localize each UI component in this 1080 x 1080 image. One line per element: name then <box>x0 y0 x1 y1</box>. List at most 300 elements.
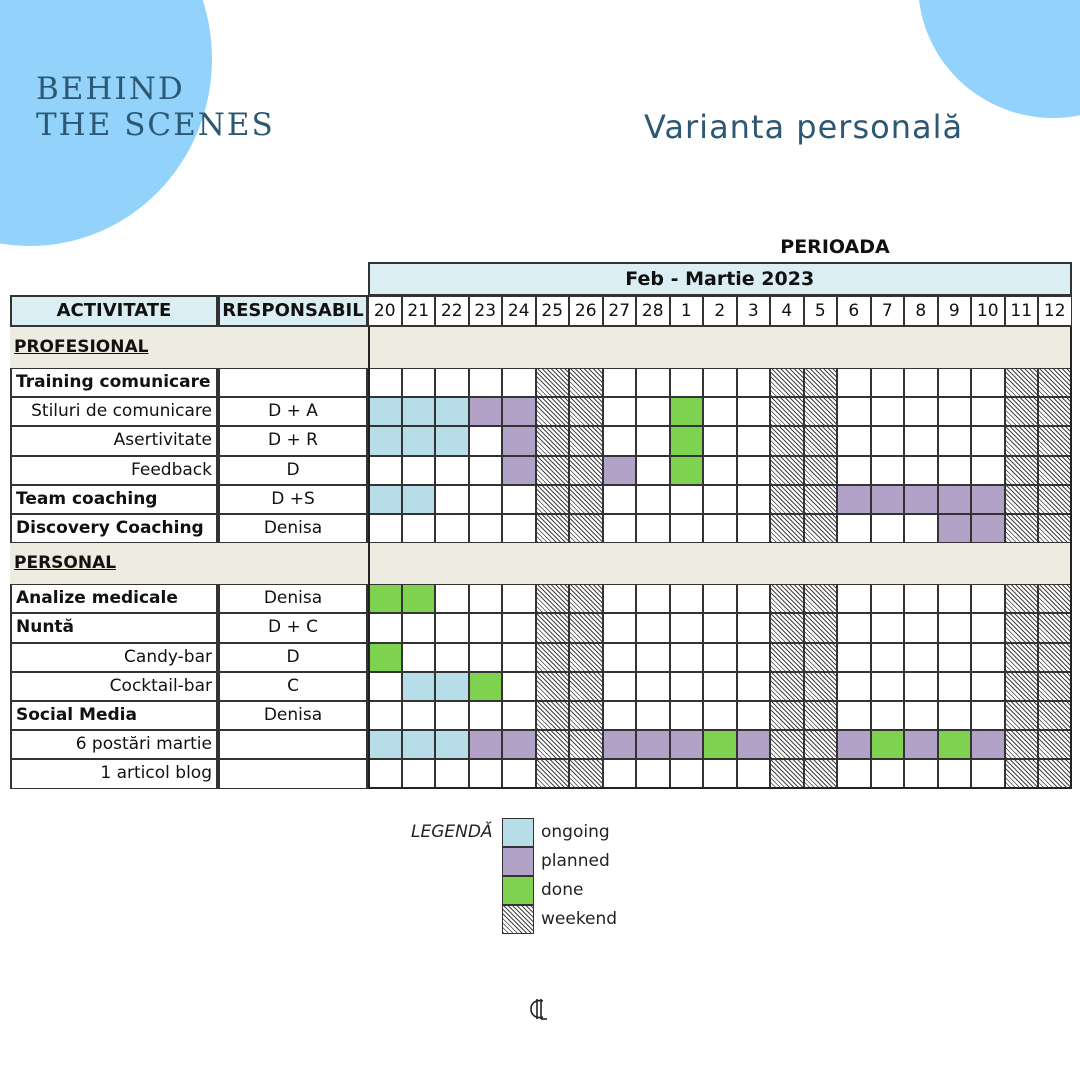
responsible-cell: D + A <box>218 397 368 426</box>
day-header: 5 <box>804 295 838 327</box>
day-cell-empty <box>871 368 905 397</box>
responsible-cell: D +S <box>218 485 368 514</box>
day-cell-planned <box>837 485 871 514</box>
legend-swatch-ongoing <box>502 818 534 847</box>
day-cell-empty <box>603 643 637 672</box>
day-cell-empty <box>971 701 1005 730</box>
activity-label: Discovery Coaching <box>10 514 218 543</box>
day-header: 28 <box>636 295 670 327</box>
day-cell-empty <box>670 613 704 642</box>
activity-label: Analize medicale <box>10 584 218 613</box>
day-cell-weekend <box>536 426 570 455</box>
day-cell-empty <box>502 514 536 543</box>
day-cell-weekend <box>569 584 603 613</box>
day-cell-empty <box>703 456 737 485</box>
day-cell-weekend <box>770 672 804 701</box>
day-cell-empty <box>469 613 503 642</box>
day-cell-empty <box>670 672 704 701</box>
day-cell-empty <box>636 759 670 788</box>
day-cell-done <box>368 584 402 613</box>
day-cell-empty <box>837 613 871 642</box>
day-cell-weekend <box>1038 397 1072 426</box>
day-cell-planned <box>603 730 637 759</box>
day-cell-empty <box>469 701 503 730</box>
day-cell-done <box>670 397 704 426</box>
day-cell-empty <box>938 643 972 672</box>
day-cell-empty <box>603 613 637 642</box>
day-cell-empty <box>703 701 737 730</box>
day-cell-planned <box>636 730 670 759</box>
day-cell-empty <box>703 672 737 701</box>
day-header: 7 <box>871 295 905 327</box>
brand-title <box>36 71 275 143</box>
day-cell-planned <box>971 730 1005 759</box>
day-cell-weekend <box>1005 701 1039 730</box>
day-header: 2 <box>703 295 737 327</box>
day-cell-empty <box>904 643 938 672</box>
day-cell-empty <box>737 368 771 397</box>
day-cell-planned <box>904 485 938 514</box>
day-cell-empty <box>703 397 737 426</box>
day-cell-weekend <box>770 514 804 543</box>
day-cell-empty <box>871 643 905 672</box>
day-cell-weekend <box>1005 672 1039 701</box>
day-header: 22 <box>435 295 469 327</box>
day-cell-planned <box>737 730 771 759</box>
day-cell-empty <box>871 613 905 642</box>
day-cell-weekend <box>1038 701 1072 730</box>
day-cell-ongoing <box>435 397 469 426</box>
day-cell-empty <box>435 701 469 730</box>
day-cell-empty <box>904 397 938 426</box>
day-cell-weekend <box>1005 456 1039 485</box>
day-cell-weekend <box>804 643 838 672</box>
day-cell-done <box>469 672 503 701</box>
day-cell-ongoing <box>368 426 402 455</box>
subtask-label: Asertivitate <box>10 426 218 455</box>
day-cell-empty <box>703 426 737 455</box>
day-cell-empty <box>904 613 938 642</box>
period-range-header: Feb - Martie 2023 <box>368 262 1072 295</box>
day-cell-planned <box>502 456 536 485</box>
day-cell-empty <box>703 584 737 613</box>
day-cell-empty <box>603 672 637 701</box>
day-cell-planned <box>603 456 637 485</box>
day-cell-weekend <box>804 426 838 455</box>
day-cell-empty <box>469 485 503 514</box>
day-cell-empty <box>435 485 469 514</box>
day-cell-weekend <box>770 426 804 455</box>
day-cell-empty <box>837 643 871 672</box>
day-cell-empty <box>837 759 871 788</box>
day-header: 1 <box>670 295 704 327</box>
day-cell-weekend <box>1005 759 1039 788</box>
day-header: 25 <box>536 295 570 327</box>
day-cell-weekend <box>1005 643 1039 672</box>
day-cell-weekend <box>804 701 838 730</box>
legend-label-done: done <box>541 880 584 900</box>
day-cell-empty <box>502 643 536 672</box>
day-cell-planned <box>904 730 938 759</box>
day-cell-done <box>670 426 704 455</box>
day-cell-empty <box>469 514 503 543</box>
day-cell-empty <box>402 613 436 642</box>
day-cell-empty <box>871 456 905 485</box>
day-cell-planned <box>971 485 1005 514</box>
day-cell-empty <box>837 514 871 543</box>
legend-title: LEGENDĂ <box>411 822 493 842</box>
day-header: 27 <box>603 295 637 327</box>
day-cell-weekend <box>770 730 804 759</box>
day-cell-planned <box>469 397 503 426</box>
responsible-cell: D <box>218 456 368 485</box>
column-header-activity: ACTIVITATE <box>10 295 218 327</box>
day-cell-weekend <box>770 485 804 514</box>
day-cell-empty <box>402 701 436 730</box>
day-cell-planned <box>971 514 1005 543</box>
day-cell-empty <box>636 514 670 543</box>
day-cell-planned <box>502 397 536 426</box>
day-cell-empty <box>938 426 972 455</box>
responsible-cell: D + R <box>218 426 368 455</box>
day-cell-ongoing <box>402 730 436 759</box>
legend-label-weekend: weekend <box>541 909 618 929</box>
day-cell-ongoing <box>368 397 402 426</box>
day-cell-empty <box>971 643 1005 672</box>
day-cell-empty <box>469 426 503 455</box>
day-cell-empty <box>737 672 771 701</box>
day-cell-empty <box>603 701 637 730</box>
day-cell-weekend <box>1038 485 1072 514</box>
day-cell-empty <box>603 759 637 788</box>
day-cell-weekend <box>1038 759 1072 788</box>
day-cell-empty <box>938 759 972 788</box>
day-cell-planned <box>502 730 536 759</box>
day-cell-weekend <box>569 643 603 672</box>
day-cell-empty <box>737 456 771 485</box>
day-cell-empty <box>938 397 972 426</box>
day-cell-empty <box>636 701 670 730</box>
section-header: PERSONAL <box>10 543 1072 584</box>
day-cell-weekend <box>1038 643 1072 672</box>
day-cell-empty <box>670 514 704 543</box>
day-cell-empty <box>502 613 536 642</box>
day-cell-empty <box>904 672 938 701</box>
day-cell-empty <box>502 485 536 514</box>
day-cell-weekend <box>569 613 603 642</box>
day-cell-empty <box>737 701 771 730</box>
responsible-cell: C <box>218 672 368 701</box>
day-cell-planned <box>837 730 871 759</box>
day-cell-empty <box>402 643 436 672</box>
brand-title-line-2: THE SCENES <box>36 107 275 143</box>
day-cell-weekend <box>770 701 804 730</box>
day-cell-empty <box>670 643 704 672</box>
day-cell-weekend <box>804 584 838 613</box>
day-cell-weekend <box>1005 368 1039 397</box>
day-cell-empty <box>871 514 905 543</box>
day-cell-empty <box>636 643 670 672</box>
day-cell-ongoing <box>435 426 469 455</box>
day-cell-weekend <box>536 759 570 788</box>
day-cell-empty <box>837 701 871 730</box>
day-cell-empty <box>670 368 704 397</box>
day-cell-weekend <box>1038 584 1072 613</box>
day-cell-empty <box>435 456 469 485</box>
day-cell-empty <box>368 701 402 730</box>
day-cell-empty <box>971 759 1005 788</box>
day-cell-weekend <box>536 368 570 397</box>
day-cell-empty <box>469 584 503 613</box>
activity-label: Training comunicare <box>10 368 218 397</box>
day-cell-empty <box>469 643 503 672</box>
day-cell-empty <box>435 643 469 672</box>
day-cell-weekend <box>1038 426 1072 455</box>
day-cell-planned <box>502 426 536 455</box>
day-cell-done <box>402 584 436 613</box>
day-cell-weekend <box>536 643 570 672</box>
day-cell-empty <box>603 426 637 455</box>
day-cell-empty <box>636 397 670 426</box>
day-cell-weekend <box>804 485 838 514</box>
day-cell-weekend <box>569 759 603 788</box>
day-cell-planned <box>670 730 704 759</box>
day-cell-weekend <box>1038 672 1072 701</box>
day-cell-planned <box>871 485 905 514</box>
decorative-circle-top-right <box>918 0 1080 118</box>
day-cell-empty <box>904 584 938 613</box>
day-cell-empty <box>837 368 871 397</box>
day-cell-empty <box>971 368 1005 397</box>
day-cell-weekend <box>569 730 603 759</box>
day-cell-empty <box>737 397 771 426</box>
day-cell-empty <box>938 368 972 397</box>
day-cell-weekend <box>569 514 603 543</box>
day-cell-empty <box>368 672 402 701</box>
period-label: PERIOADA <box>780 236 890 258</box>
day-cell-empty <box>871 701 905 730</box>
day-cell-weekend <box>1005 613 1039 642</box>
day-cell-empty <box>938 672 972 701</box>
day-cell-done <box>368 643 402 672</box>
day-cell-empty <box>938 456 972 485</box>
day-cell-weekend <box>1038 613 1072 642</box>
day-cell-ongoing <box>402 397 436 426</box>
day-cell-weekend <box>1005 397 1039 426</box>
day-cell-empty <box>502 584 536 613</box>
day-cell-empty <box>971 584 1005 613</box>
day-cell-empty <box>904 701 938 730</box>
day-cell-weekend <box>804 613 838 642</box>
day-cell-ongoing <box>435 730 469 759</box>
day-cell-empty <box>837 672 871 701</box>
day-header: 8 <box>904 295 938 327</box>
day-cell-weekend <box>1005 584 1039 613</box>
day-cell-empty <box>636 613 670 642</box>
day-cell-weekend <box>536 397 570 426</box>
day-cell-weekend <box>770 643 804 672</box>
day-cell-empty <box>703 485 737 514</box>
day-cell-empty <box>871 672 905 701</box>
subtask-label: Feedback <box>10 456 218 485</box>
day-cell-empty <box>368 368 402 397</box>
day-cell-empty <box>469 759 503 788</box>
day-cell-weekend <box>770 456 804 485</box>
day-cell-empty <box>435 759 469 788</box>
day-cell-weekend <box>804 514 838 543</box>
day-cell-empty <box>502 368 536 397</box>
day-cell-empty <box>737 643 771 672</box>
day-cell-empty <box>435 514 469 543</box>
day-cell-ongoing <box>402 672 436 701</box>
day-cell-weekend <box>536 514 570 543</box>
responsible-cell <box>218 730 368 759</box>
day-cell-empty <box>368 613 402 642</box>
day-cell-empty <box>703 643 737 672</box>
day-cell-empty <box>402 514 436 543</box>
day-cell-weekend <box>1005 426 1039 455</box>
day-cell-empty <box>971 613 1005 642</box>
day-cell-weekend <box>536 584 570 613</box>
day-cell-weekend <box>536 672 570 701</box>
day-cell-empty <box>837 584 871 613</box>
day-cell-ongoing <box>368 485 402 514</box>
responsible-cell: D + C <box>218 613 368 642</box>
day-cell-weekend <box>1005 514 1039 543</box>
day-cell-planned <box>938 514 972 543</box>
day-cell-empty <box>904 759 938 788</box>
legend-swatch-weekend <box>502 905 534 934</box>
day-cell-empty <box>703 759 737 788</box>
subtask-label: 6 postări martie <box>10 730 218 759</box>
day-cell-empty <box>737 613 771 642</box>
day-cell-empty <box>603 397 637 426</box>
day-cell-empty <box>603 514 637 543</box>
day-cell-empty <box>971 426 1005 455</box>
day-cell-weekend <box>770 368 804 397</box>
day-cell-weekend <box>536 485 570 514</box>
day-cell-empty <box>670 759 704 788</box>
subtask-label: 1 articol blog <box>10 759 218 788</box>
day-header: 23 <box>469 295 503 327</box>
day-cell-ongoing <box>435 672 469 701</box>
section-header: PROFESIONAL <box>10 327 1072 368</box>
legend-swatch-done <box>502 876 534 905</box>
page-subtitle: Varianta personală <box>644 108 964 146</box>
day-cell-empty <box>670 584 704 613</box>
day-cell-weekend <box>569 485 603 514</box>
day-cell-empty <box>737 485 771 514</box>
day-cell-empty <box>837 426 871 455</box>
day-cell-planned <box>469 730 503 759</box>
day-cell-ongoing <box>402 426 436 455</box>
day-cell-empty <box>469 368 503 397</box>
day-cell-empty <box>871 426 905 455</box>
day-cell-weekend <box>770 759 804 788</box>
legend-label-ongoing: ongoing <box>541 822 610 842</box>
day-cell-empty <box>368 456 402 485</box>
day-cell-done <box>670 456 704 485</box>
day-cell-empty <box>636 584 670 613</box>
day-cell-weekend <box>569 456 603 485</box>
day-cell-weekend <box>569 368 603 397</box>
day-cell-empty <box>703 514 737 543</box>
day-cell-empty <box>971 456 1005 485</box>
monogram-logo-icon <box>524 994 554 1024</box>
responsible-cell: D <box>218 643 368 672</box>
day-cell-weekend <box>804 456 838 485</box>
day-cell-weekend <box>536 456 570 485</box>
day-header: 11 <box>1005 295 1039 327</box>
day-header: 6 <box>837 295 871 327</box>
day-cell-empty <box>402 368 436 397</box>
day-cell-empty <box>971 672 1005 701</box>
responsible-cell: Denisa <box>218 584 368 613</box>
activity-label: Social Media <box>10 701 218 730</box>
day-cell-planned <box>938 485 972 514</box>
day-cell-weekend <box>569 426 603 455</box>
day-cell-empty <box>971 397 1005 426</box>
day-cell-done <box>871 730 905 759</box>
day-cell-ongoing <box>368 730 402 759</box>
subtask-label: Cocktail-bar <box>10 672 218 701</box>
day-cell-empty <box>737 426 771 455</box>
day-cell-empty <box>603 485 637 514</box>
day-cell-empty <box>502 701 536 730</box>
day-cell-empty <box>435 368 469 397</box>
day-cell-empty <box>670 701 704 730</box>
day-cell-empty <box>737 584 771 613</box>
day-cell-empty <box>904 426 938 455</box>
day-cell-weekend <box>536 613 570 642</box>
day-cell-weekend <box>804 368 838 397</box>
day-cell-weekend <box>1005 730 1039 759</box>
day-header: 26 <box>569 295 603 327</box>
day-cell-weekend <box>569 397 603 426</box>
day-cell-empty <box>368 514 402 543</box>
day-header: 12 <box>1038 295 1072 327</box>
day-header: 4 <box>770 295 804 327</box>
day-cell-weekend <box>1038 514 1072 543</box>
day-cell-empty <box>368 759 402 788</box>
day-header: 24 <box>502 295 536 327</box>
day-header: 9 <box>938 295 972 327</box>
day-cell-empty <box>670 485 704 514</box>
day-header: 3 <box>737 295 771 327</box>
responsible-cell <box>218 368 368 397</box>
day-cell-empty <box>938 613 972 642</box>
day-cell-weekend <box>536 701 570 730</box>
day-cell-empty <box>837 456 871 485</box>
day-cell-empty <box>402 456 436 485</box>
legend-swatch-planned <box>502 847 534 876</box>
day-cell-empty <box>636 672 670 701</box>
day-cell-empty <box>636 485 670 514</box>
brand-title-line-1: BEHIND <box>36 71 185 107</box>
day-cell-empty <box>703 368 737 397</box>
day-cell-empty <box>636 456 670 485</box>
day-cell-weekend <box>569 701 603 730</box>
day-cell-weekend <box>1038 368 1072 397</box>
day-cell-empty <box>737 759 771 788</box>
day-header: 10 <box>971 295 1005 327</box>
schedule-table <box>10 262 1072 789</box>
day-cell-weekend <box>1005 485 1039 514</box>
day-cell-weekend <box>770 613 804 642</box>
subtask-label: Stiluri de comunicare <box>10 397 218 426</box>
day-cell-weekend <box>770 397 804 426</box>
day-cell-empty <box>603 584 637 613</box>
